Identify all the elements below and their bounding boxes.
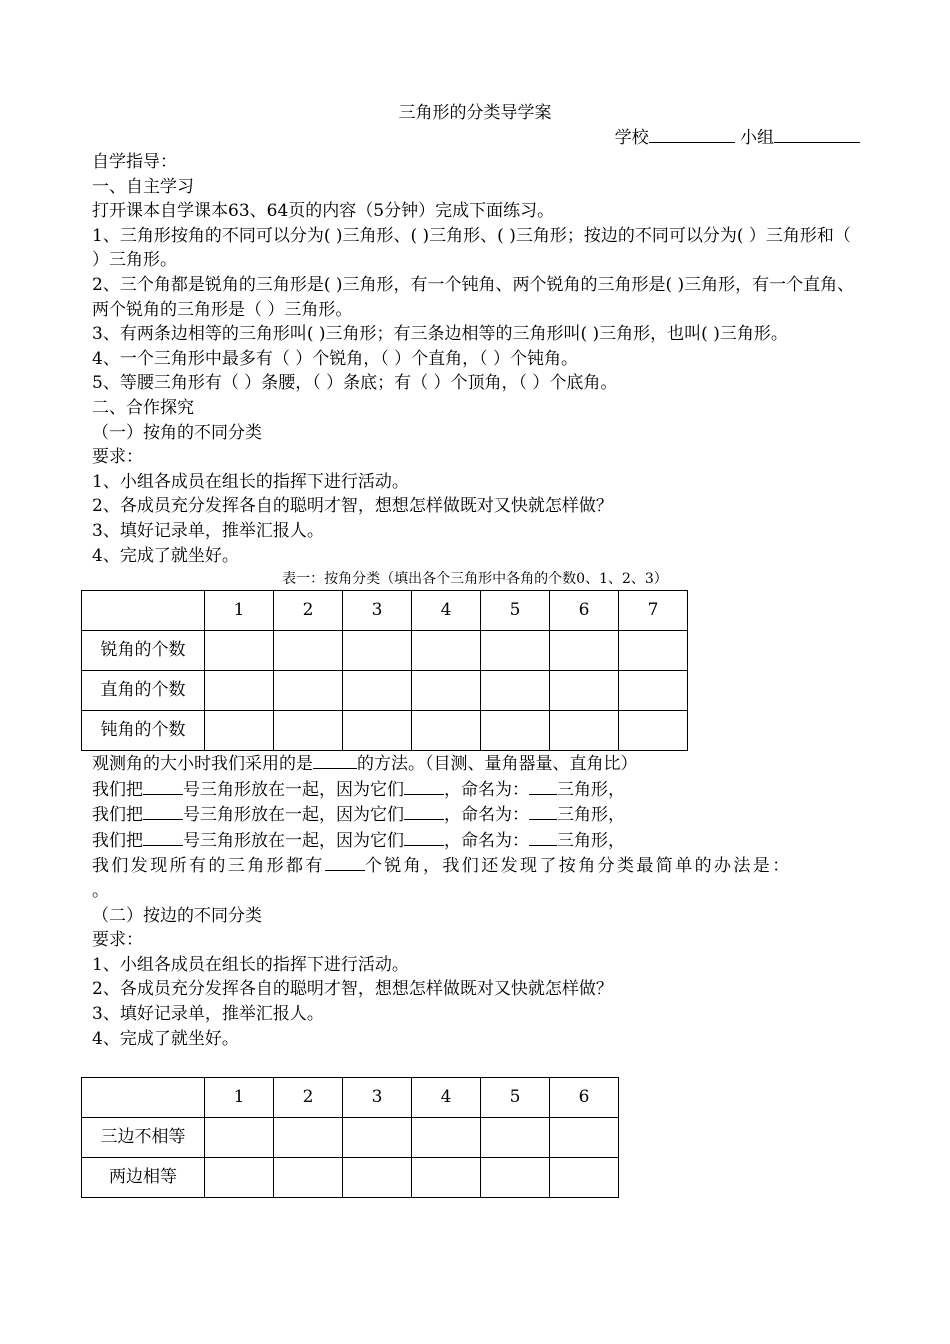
table-header-cell: 3 bbox=[343, 1078, 412, 1118]
table-header-cell: 4 bbox=[412, 591, 481, 631]
subsection-heading: （一）按角的不同分类 bbox=[92, 422, 262, 443]
answer-cell[interactable] bbox=[274, 671, 343, 711]
subsection-heading: （二）按边的不同分类 bbox=[92, 905, 262, 926]
school-group-line bbox=[615, 125, 860, 150]
text-span: 我们发现所有的三角形都有 bbox=[92, 856, 325, 877]
text-span: ，命名为： bbox=[444, 779, 529, 800]
finding-end: 。 bbox=[92, 881, 109, 902]
table1-caption: 表一：按角分类（填出各个三角形中各角的个数0、1、2、3） bbox=[282, 571, 668, 588]
group-blank[interactable] bbox=[774, 125, 860, 143]
table-row bbox=[82, 631, 688, 671]
answer-cell[interactable] bbox=[205, 671, 274, 711]
answer-cell[interactable] bbox=[205, 631, 274, 671]
observation-line bbox=[92, 751, 862, 777]
school-blank[interactable] bbox=[649, 125, 735, 143]
requirement-item: 1、小组各成员在组长的指挥下进行活动。 bbox=[92, 471, 409, 492]
table-header-cell: 1 bbox=[205, 591, 274, 631]
answer-cell[interactable] bbox=[274, 711, 343, 751]
text-line: 自学指导： bbox=[92, 152, 177, 172]
requirement-item: 4、完成了就坐好。 bbox=[92, 545, 239, 566]
answer-cell[interactable] bbox=[481, 1158, 550, 1198]
text-span: 三角形， bbox=[557, 779, 625, 800]
answer-cell[interactable] bbox=[274, 1158, 343, 1198]
answer-cell[interactable] bbox=[619, 711, 688, 751]
row-label: 锐角的个数 bbox=[82, 631, 205, 671]
answer-cell[interactable] bbox=[619, 671, 688, 711]
requirement-item: 3、填好记录单，推举汇报人。 bbox=[92, 1004, 324, 1025]
answer-cell[interactable] bbox=[550, 1118, 619, 1158]
text-span: 我们把 bbox=[92, 805, 143, 826]
angle-classification-table bbox=[81, 590, 688, 751]
text-span: 号三角形放在一起，因为它们 bbox=[183, 830, 404, 851]
section-heading: 二、合作探究 bbox=[92, 397, 194, 418]
requirement-item: 2、各成员充分发挥各自的聪明才智，想想怎样做既对又快就怎样做？ bbox=[92, 496, 613, 517]
question-4: 4、一个三角形中最多有（ ）个锐角，（ ）个直角，（ ）个钝角。 bbox=[92, 348, 579, 369]
answer-cell[interactable] bbox=[205, 1118, 274, 1158]
fill-blank[interactable] bbox=[325, 853, 365, 871]
answer-cell[interactable] bbox=[274, 1118, 343, 1158]
table-header-cell: 1 bbox=[205, 1078, 274, 1118]
text-span: 我们把 bbox=[92, 830, 143, 851]
row-label: 两边相等 bbox=[82, 1158, 205, 1198]
table-row bbox=[82, 1158, 619, 1198]
answer-cell[interactable] bbox=[481, 711, 550, 751]
fill-blank[interactable] bbox=[529, 777, 557, 795]
table-header-cell: 6 bbox=[550, 591, 619, 631]
answer-cell[interactable] bbox=[205, 1158, 274, 1198]
grouping-line bbox=[92, 828, 862, 854]
fill-blank[interactable] bbox=[529, 828, 557, 846]
question-5: 5、等腰三角形有（ ）条腰，（ ）条底；有（ ）个顶角，（ ）个底角。 bbox=[92, 373, 618, 394]
grouping-line bbox=[92, 802, 862, 828]
requirement-item: 3、填好记录单，推举汇报人。 bbox=[92, 520, 324, 541]
answer-cell[interactable] bbox=[274, 631, 343, 671]
group-label: 小组 bbox=[740, 128, 774, 148]
table-corner-cell bbox=[82, 1078, 205, 1118]
text-line: 要求： bbox=[92, 447, 143, 468]
table-header-cell: 7 bbox=[619, 591, 688, 631]
text-span: 我们把 bbox=[92, 779, 143, 800]
question-2: 2、三个角都是锐角的三角形是( )三角形，有一个钝角、两个锐角的三角形是( )三角形，有一个直角、两个锐角的三角形是（ ）三角形。 bbox=[92, 274, 855, 320]
text-span: ，命名为： bbox=[444, 805, 529, 826]
grouping-line bbox=[92, 777, 862, 803]
table-header-cell: 2 bbox=[274, 1078, 343, 1118]
fill-blank[interactable] bbox=[529, 802, 557, 820]
table-header-cell: 5 bbox=[481, 1078, 550, 1118]
text-span: 个锐角，我们还发现了按角分类最简单的办法是： bbox=[364, 856, 792, 877]
table-row bbox=[82, 671, 688, 711]
answer-cell[interactable] bbox=[619, 631, 688, 671]
row-label: 钝角的个数 bbox=[82, 711, 205, 751]
text-line: 打开课本自学课本63、64页的内容（5分钟）完成下面练习。 bbox=[92, 201, 555, 222]
answer-cell[interactable] bbox=[550, 671, 619, 711]
fill-blank[interactable] bbox=[404, 802, 444, 820]
answer-cell[interactable] bbox=[550, 711, 619, 751]
row-label: 三边不相等 bbox=[82, 1118, 205, 1158]
fill-blank[interactable] bbox=[404, 828, 444, 846]
table-header-cell: 2 bbox=[274, 591, 343, 631]
requirement-item: 2、各成员充分发挥各自的聪明才智，想想怎样做既对又快就怎样做？ bbox=[92, 979, 613, 1000]
side-classification-table bbox=[81, 1077, 619, 1198]
finding-line bbox=[92, 853, 862, 879]
school-label: 学校 bbox=[614, 128, 649, 148]
answer-cell[interactable] bbox=[343, 671, 412, 711]
table-header-cell: 5 bbox=[481, 591, 550, 631]
answer-cell[interactable] bbox=[412, 1158, 481, 1198]
text-span: 三角形， bbox=[557, 805, 625, 826]
answer-cell[interactable] bbox=[343, 711, 412, 751]
fill-blank[interactable] bbox=[143, 802, 183, 820]
text-line: 要求： bbox=[92, 930, 143, 951]
fill-blank[interactable] bbox=[404, 777, 444, 795]
table-header-row bbox=[82, 1078, 619, 1118]
answer-cell[interactable] bbox=[481, 631, 550, 671]
table-header-cell: 4 bbox=[412, 1078, 481, 1118]
text-span: 的方法。（目测、量角器量、直角比） bbox=[357, 754, 638, 775]
answer-cell[interactable] bbox=[481, 1118, 550, 1158]
requirement-item: 4、完成了就坐好。 bbox=[92, 1028, 239, 1049]
question-3: 3、有两条边相等的三角形叫( )三角形；有三条边相等的三角形叫( )三角形，也叫( )三角形。 bbox=[92, 324, 788, 345]
text-span: 三角形， bbox=[557, 830, 625, 851]
fill-blank[interactable] bbox=[143, 828, 183, 846]
answer-cell[interactable] bbox=[412, 711, 481, 751]
table-header-row bbox=[82, 591, 688, 631]
question-1: 1、三角形按角的不同可以分为( )三角形、( )三角形、( )三角形；按边的不同可以分为( ）三角形和（ ）三角形。 bbox=[92, 225, 851, 271]
table-header-cell: 3 bbox=[343, 591, 412, 631]
answer-cell[interactable] bbox=[412, 671, 481, 711]
answer-cell[interactable] bbox=[481, 671, 550, 711]
text-span: 号三角形放在一起，因为它们 bbox=[183, 779, 404, 800]
table-corner-cell bbox=[82, 591, 205, 631]
requirement-item: 1、小组各成员在组长的指挥下进行活动。 bbox=[92, 954, 409, 975]
answer-cell[interactable] bbox=[550, 631, 619, 671]
answer-cell[interactable] bbox=[343, 1158, 412, 1198]
table-row bbox=[82, 711, 688, 751]
page-title: 三角形的分类导学案 bbox=[398, 103, 552, 123]
row-label: 直角的个数 bbox=[82, 671, 205, 711]
text-span: 观测角的大小时我们采用的是 bbox=[92, 754, 313, 775]
text-span: ，命名为： bbox=[444, 830, 529, 851]
fill-blank[interactable] bbox=[313, 751, 357, 769]
fill-blank[interactable] bbox=[143, 777, 183, 795]
table-header-cell: 6 bbox=[550, 1078, 619, 1118]
answer-cell[interactable] bbox=[550, 1158, 619, 1198]
answer-cell[interactable] bbox=[205, 711, 274, 751]
text-span: 号三角形放在一起，因为它们 bbox=[183, 805, 404, 826]
text-line: 一、自主学习 bbox=[92, 176, 194, 197]
answer-cell[interactable] bbox=[343, 1118, 412, 1158]
answer-cell[interactable] bbox=[412, 631, 481, 671]
table-row bbox=[82, 1118, 619, 1158]
worksheet-content bbox=[92, 150, 862, 1198]
answer-cell[interactable] bbox=[343, 631, 412, 671]
answer-cell[interactable] bbox=[412, 1118, 481, 1158]
